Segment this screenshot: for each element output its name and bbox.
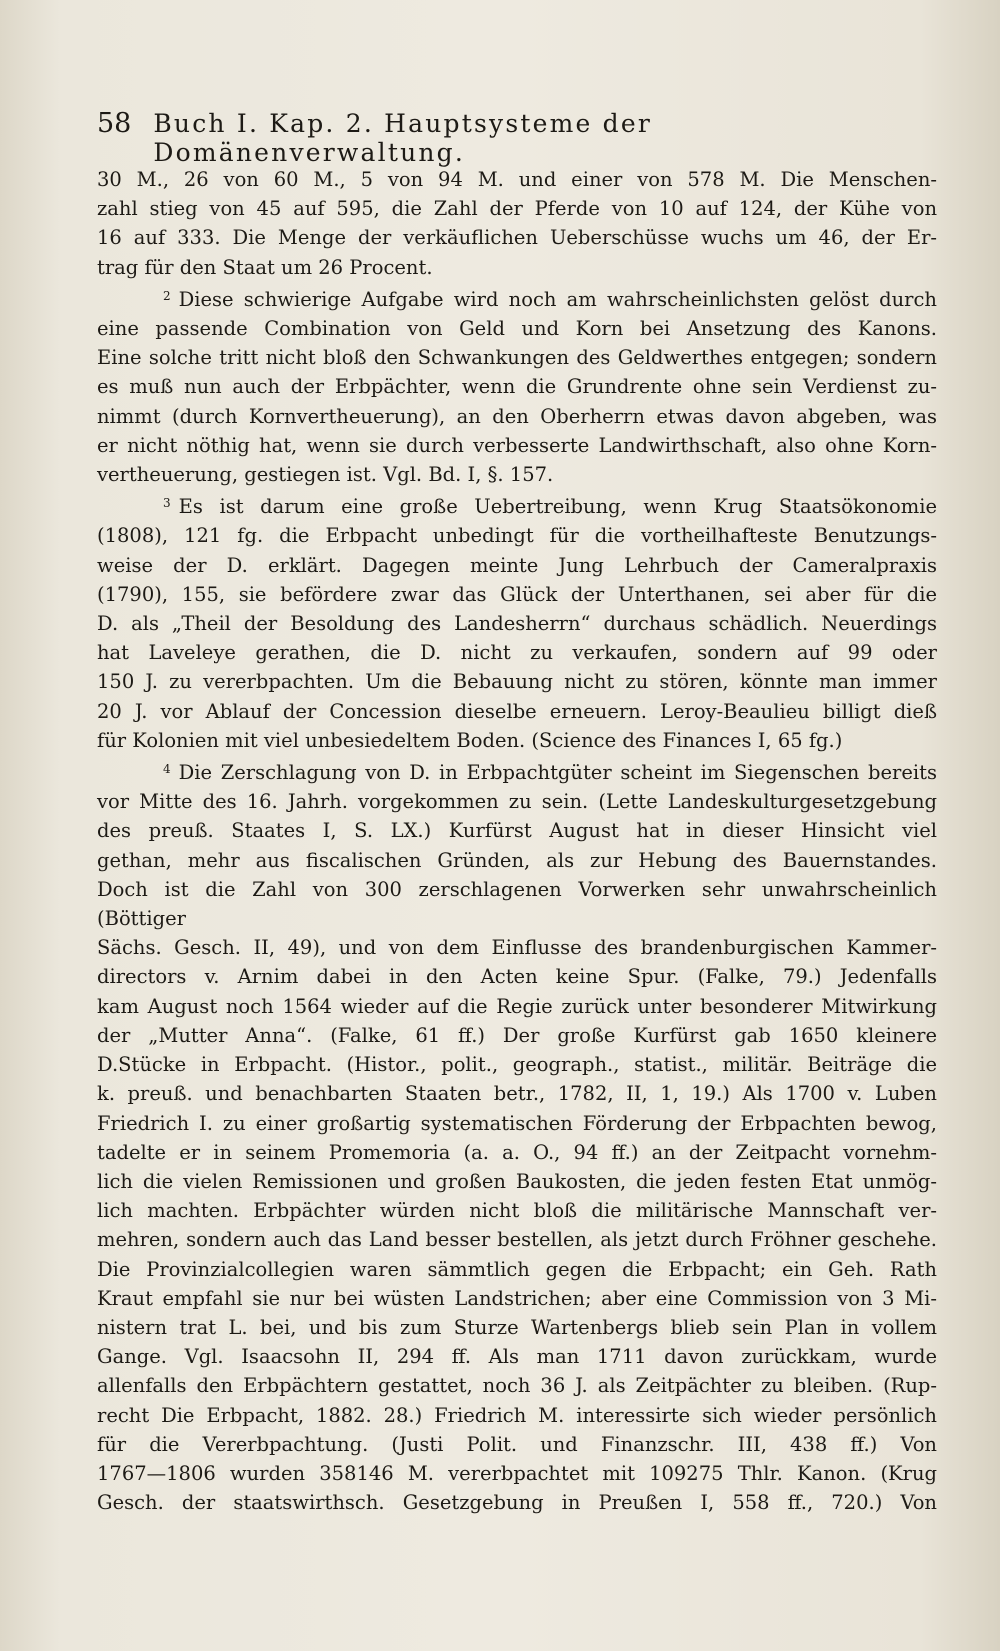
text-line: vertheuerung, gestiegen ist. Vgl. Bd. I, §. 157. (97, 463, 554, 487)
text-line: für Kolonien mit viel unbesiedeltem Boden. (Science des Finances I, 65 fg.) (97, 728, 843, 752)
footnote-marker: 2 (163, 288, 171, 303)
text-line: vor Mitte des 16. Jahrh. vorgekommen zu sein. (Lette Landeskulturgesetzgebung (97, 790, 937, 814)
text-line: 1767—1806 wurden 358146 M. vererbpachtet mit 109275 Thlr. Kanon. (Krug (97, 1461, 937, 1485)
text-line: Eine solche tritt nicht bloß den Schwankungen des Geldwerthes entgegen; sondern (97, 346, 937, 370)
text-line: 150 J. zu vererbpachten. Um die Bebauung nicht zu stören, könnte man immer (97, 670, 937, 694)
text-line: kam August noch 1564 wieder auf die Regie zurück unter besonderer Mitwirkung (97, 994, 937, 1018)
text-line: hat Laveleye gerathen, die D. nicht zu verkaufen, sondern auf 99 oder (97, 641, 937, 665)
page-number: 58 (97, 108, 132, 139)
text-line: lich machten. Erbpächter würden nicht bloß die militärische Mannschaft ver- (97, 1199, 937, 1223)
text-line: trag für den Staat um 26 Procent. (97, 255, 433, 279)
footnotes-body (97, 165, 937, 1517)
text-line: k. preuß. und benachbarten Staaten betr., 1782, II, 1, 19.) Als 1700 v. Luben (97, 1082, 937, 1106)
text-line: Kraut empfahl sie nur bei wüsten Landstrichen; aber eine Commission von 3 Mi- (97, 1286, 937, 1310)
text-line: nistern trat L. bei, und bis zum Sturze Wartenbergs blieb sein Plan in vollem (97, 1315, 937, 1339)
text-line: lich die vielen Remissionen und großen Baukosten, die jeden festen Etat unmög- (97, 1169, 937, 1193)
text-line: recht Die Erbpacht, 1882. 28.) Friedrich M. interessirte sich wieder persönlich (97, 1403, 937, 1427)
text-line: der „Mutter Anna“. (Falke, 61 ff.) Der große Kurfürst gab 1650 kleinere (97, 1023, 937, 1047)
footnote-marker: 4 (163, 762, 171, 777)
text-line: Gesch. der staatswirthsch. Gesetzgebung in Preußen I, 558 ff., 720.) Von (97, 1491, 937, 1515)
text-line: D. als „Theil der Besoldung des Landesherrn“ durchaus schädlich. Neuerdings (97, 612, 937, 636)
text-line: des preuß. Staates I, S. LX.) Kurfürst August hat in dieser Hinsicht viel (97, 819, 937, 843)
footnote-continuation (97, 165, 937, 282)
text-line: mehren, sondern auch das Land besser bestellen, als jetzt durch Fröhner geschehe. (97, 1228, 937, 1252)
text-line: Gange. Vgl. Isaacsohn II, 294 ff. Als man 1711 davon zurückkam, wurde (97, 1345, 937, 1369)
text-line: 30 M., 26 von 60 M., 5 von 94 M. und einer von 578 M. Die Menschen- (97, 168, 937, 191)
page-header (97, 108, 897, 167)
text-line: $^2$ Diese schwierige Aufgabe wird noch am wahrscheinlichsten gelöst durch (163, 287, 937, 311)
running-title: Buch I. Kap. 2. Hauptsysteme der Domänenverwaltung. (153, 109, 653, 167)
text-line: directors v. Arnim dabei in den Acten keine Spur. (Falke, 79.) Jedenfalls (97, 965, 937, 989)
text-line: (1808), 121 fg. die Erbpacht unbedingt für die vortheilhafteste Benutzungs- (97, 524, 937, 548)
text-line: Sächs. Gesch. II, 49), und von dem Einflusse des brandenburgischen Kammer- (97, 936, 937, 960)
text-line: für die Vererbpachtung. (Justi Polit. und Finanzschr. III, 438 ff.) Von (97, 1432, 937, 1456)
text-line: er nicht nöthig hat, wenn sie durch verbesserte Landwirthschaft, also ohne Korn- (97, 433, 937, 457)
text-line: $^3$ Es ist darum eine große Uebertreibung, wenn Krug Staatsökonomie (163, 495, 937, 519)
text-line: Die Provinzialcollegien waren sämmtlich gegen die Erbpacht; ein Geh. Rath (97, 1257, 937, 1281)
text-line: (1790), 155, sie befördere zwar das Glück der Unterthanen, sei aber für die (97, 582, 937, 606)
text-line: $^4$ Die Zerschlagung von D. in Erbpachtgüter scheint im Siegenschen bereits (163, 761, 937, 785)
text-line: tadelte er in seinem Promemoria (a. a. O., 94 ff.) an der Zeitpacht vornehm- (97, 1140, 937, 1164)
footnote-marker: 3 (163, 496, 171, 511)
text-line: allenfalls den Erbpächtern gestattet, noch 36 J. als Zeitpächter zu bleiben. (Rup- (97, 1374, 937, 1398)
text-line: eine passende Combination von Geld und Korn bei Ansetzung des Kanons. (97, 317, 937, 341)
text-line: es muß nun auch der Erbpächter, wenn die Grundrente ohne sein Verdienst zu- (97, 375, 937, 399)
text-line: 20 J. vor Ablauf der Concession dieselbe erneuern. Leroy-Beaulieu billigt dieß (97, 699, 937, 723)
text-line: 16 auf 333. Die Menge der verkäuflichen Ueberschüsse wuchs um 46, der Er- (97, 226, 937, 250)
footnote-3 (97, 489, 937, 755)
text-line: Doch ist die Zahl von 300 zerschlagenen Vorwerken sehr unwahrscheinlich (Böttiger (97, 877, 937, 931)
text-line: gethan, mehr aus fiscalischen Gründen, als zur Hebung des Bauernstandes. (97, 848, 937, 872)
text-line: Friedrich I. zu einer großartig systematischen Förderung der Erbpachten bewog, (97, 1111, 937, 1135)
footnote-2 (97, 282, 937, 489)
text-line: nimmt (durch Kornvertheuerung), an den Oberherrn etwas davon abgeben, was (97, 404, 937, 428)
text-line: D.Stücke in Erbpacht. (Histor., polit., geograph., statist., militär. Beiträge die (97, 1053, 937, 1077)
text-line: weise der D. erklärt. Dagegen meinte Jung Lehrbuch der Cameralpraxis (97, 553, 937, 577)
footnote-4 (97, 755, 937, 1517)
text-line: zahl stieg von 45 auf 595, die Zahl der Pferde von 10 auf 124, der Kühe von (97, 197, 937, 221)
